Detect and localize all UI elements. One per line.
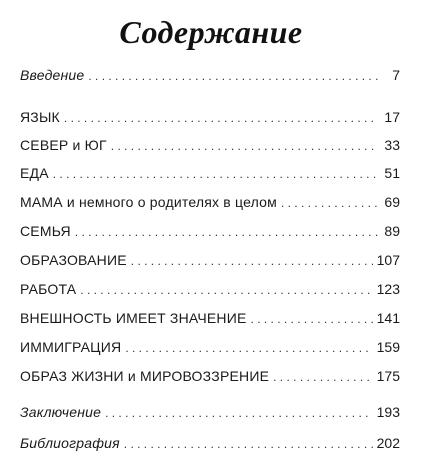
toc-entry-appearance[interactable] xyxy=(20,307,400,329)
toc-entry-page: 89 xyxy=(384,223,400,239)
toc-entry-food[interactable] xyxy=(20,162,400,184)
toc-entry-bibliography[interactable] xyxy=(20,432,400,454)
toc-entry-page: 17 xyxy=(384,109,400,125)
dot-leader xyxy=(111,135,378,157)
toc-entry-conclusion[interactable] xyxy=(20,401,400,423)
toc-entry-work[interactable] xyxy=(20,278,400,300)
toc-entry-label: ВНЕШНОСТЬ ИМЕЕТ ЗНАЧЕНИЕ xyxy=(20,310,247,326)
toc-entry-label: МАМА и немного о родителях в целом xyxy=(20,194,277,210)
dot-leader xyxy=(75,221,378,243)
dot-leader xyxy=(273,366,373,388)
toc-entry-north-south[interactable] xyxy=(20,134,400,156)
dot-leader xyxy=(281,192,378,214)
toc-entry-education[interactable] xyxy=(20,249,400,271)
toc-entry-label: Введение xyxy=(20,67,85,83)
dot-leader xyxy=(53,163,378,185)
toc-entry-page: 175 xyxy=(376,368,400,384)
toc-entry-page: 159 xyxy=(376,339,400,355)
toc-entry-language[interactable] xyxy=(20,106,400,128)
toc-entry-label: ЕДА xyxy=(20,165,49,181)
toc-entry-page: 123 xyxy=(376,281,400,297)
page-title: Содержание xyxy=(119,14,303,50)
dot-leader xyxy=(251,308,373,330)
dot-leader xyxy=(64,107,378,129)
toc-entry-introduction[interactable] xyxy=(20,64,400,86)
toc-entry-page: 69 xyxy=(384,194,400,210)
toc-entry-label: Заключение xyxy=(20,404,102,420)
toc-entry-label: ОБРАЗ ЖИЗНИ и МИРОВОЗЗРЕНИЕ xyxy=(20,368,270,384)
toc-entry-label: ИММИГРАЦИЯ xyxy=(20,339,122,355)
toc-entry-label: Библиография xyxy=(20,435,120,451)
dot-leader xyxy=(125,337,372,359)
toc-entry-page: 107 xyxy=(376,252,400,268)
toc-entry-page: 51 xyxy=(384,165,400,181)
dot-leader xyxy=(124,433,373,455)
toc-entry-label: СЕМЬЯ xyxy=(20,223,71,239)
toc-entry-label: ЯЗЫК xyxy=(20,109,60,125)
toc-entry-page: 193 xyxy=(376,404,400,420)
toc-entry-label: СЕВЕР и ЮГ xyxy=(20,137,107,153)
toc-entry-label: ОБРАЗОВАНИЕ xyxy=(20,252,127,268)
toc-entry-page: 141 xyxy=(376,310,400,326)
toc-entry-page: 202 xyxy=(376,435,400,451)
dot-leader xyxy=(131,250,373,272)
toc-entry-page: 7 xyxy=(392,67,400,83)
toc-entry-label: РАБОТА xyxy=(20,281,77,297)
dot-leader xyxy=(105,402,373,424)
toc-entry-lifestyle[interactable] xyxy=(20,365,400,387)
toc-entry-family[interactable] xyxy=(20,220,400,242)
dot-leader xyxy=(80,279,372,301)
dot-leader xyxy=(88,65,378,87)
toc-entry-mother[interactable] xyxy=(20,191,400,213)
toc-entry-immigration[interactable] xyxy=(20,336,400,358)
toc-entry-page: 33 xyxy=(384,137,400,153)
